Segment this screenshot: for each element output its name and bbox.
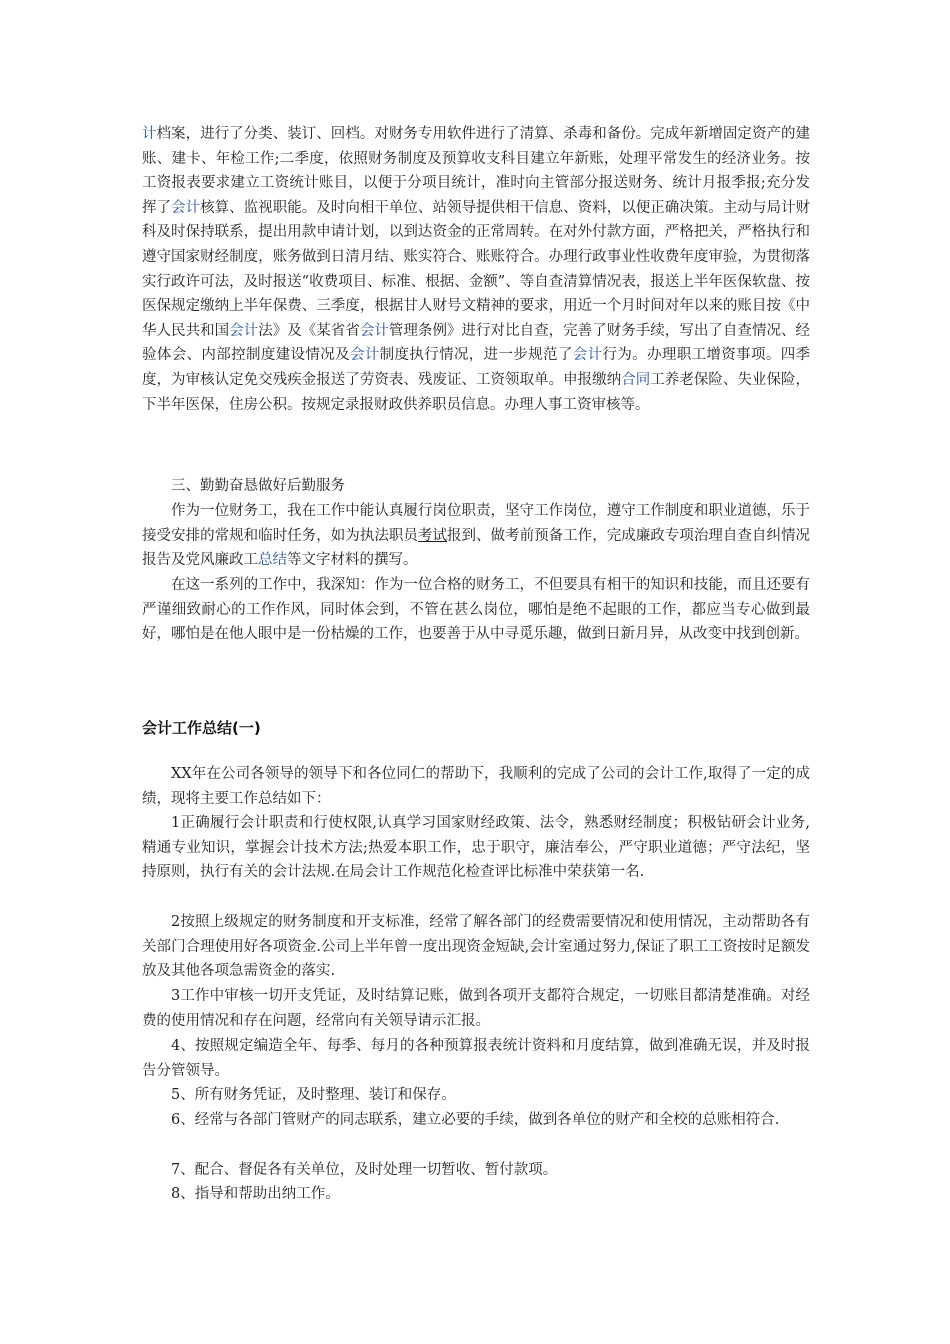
inline-link[interactable]: 会计 bbox=[171, 199, 201, 216]
text-run: 核算、监视职能。及时向相干单位、站领导提供相干信息、资料，以便正确决策。主动与局计财科及时保持联系，提出用款申请计划，以到达资金的正常周转。在对外付款方面，严格把关，严格执行和遵守国家财经制度，账务做到日清月结、账实符合、账账符合。办理行政事业性收费年度审验，为贯彻落实行政许可法，及时报送“收费项目、标准、根据、金额”、等自查清算情况表，报送上半年医保软盘、按医保规定缴纳上半年保费、三季度，根据甘人财号文精神的要求，用近一个月时间对年以来的账目按《中华人民共和国 bbox=[142, 199, 811, 339]
text-run: 行为。办理职工增资事项。四季度，为审核认定免交残疾金报送了劳资表、残废证、工资领取单。申报缴纳 bbox=[142, 347, 811, 388]
list-item-8: 8、指导和帮助出纳工作。 bbox=[171, 1186, 340, 1202]
inline-link[interactable]: 会计 bbox=[359, 322, 389, 339]
list-item-3: 3工作中审核一切开支凭证，及时结算记账，做到各项开支都符合规定，一切账目都清楚准确。对经费的使用情况和存在问题，经常向有关领导请示汇报。 bbox=[142, 988, 810, 1029]
inline-link[interactable]: 计 bbox=[142, 126, 157, 142]
text-run: 工养老保险、失业保险，下半年医保，住房公积。按规定录报财政供养职员信息。办理人事工资审核等。 bbox=[142, 371, 811, 413]
subheading-logistics-service: 三、勤勤奋恳做好后勤服务 bbox=[171, 478, 345, 494]
list-item-6: 6、经常与各部门管财产的同志联系，建立必要的手续，做到各单位的财产和全校的总账相符合. bbox=[171, 1112, 780, 1128]
paragraph-intro: XX年在公司各领导的领导下和各位同仁的帮助下，我顺利的完成了公司的会计工作,取得了一定的成绩，现将主要工作总结如下： bbox=[142, 766, 810, 807]
list-item-1: 1正确履行会计职责和行使权限,认真学习国家财经政策、法令，熟悉财经制度；积极钻研会计业务,精通专业知识，掌握会计技术方法;热爱本职工作，忠于职守，廉洁奉公，严守职业道德；严守法纪，坚持原则，执行有关的会计法规.在局会计工作规范化检查评比标准中荣获第一名. bbox=[142, 815, 810, 881]
text-run: 档案，进行了分类、装订、回档。对财务专用软件进行了清算、杀毒和备份。完成年新增固定资产的建账、建卡、年检工作;二季度，依照财务制度及预算收支科目建立年新账，处理平常发生的经济业务。按工资报表要求建立工资统计账目，以便于分项目统计，准时向主管部分报送财务、统计月报季报;充分发挥了 bbox=[142, 126, 811, 216]
list-item-4: 4、按照规定编造全年、每季、每月的各种预算报表统计资料和月度结算，做到准确无误，并及时报告分管领导。 bbox=[142, 1038, 810, 1079]
underlined-text: 考试 bbox=[417, 527, 447, 544]
paragraph-accounting-work bbox=[142, 122, 810, 417]
inline-link[interactable]: 会计 bbox=[572, 347, 603, 364]
inline-link[interactable]: 会计 bbox=[229, 322, 259, 339]
inline-link[interactable]: 合同 bbox=[621, 371, 651, 388]
text-run: 制度执行情况，进一步规范了 bbox=[379, 347, 573, 364]
paragraph-reflection: 在这一系列的工作中，我深知：作为一位合格的财务工，不但要具有相干的知识和技能，而且还要有严谨细致耐心的工作作风，同时体会到，不管在甚么岗位，哪怕是绝不起眼的工作，都应当专心做到最好，哪怕是在他人眼中是一份枯燥的工作，也要善于从中寻觅乐趣，做到日新月异，从改变中找到创新。 bbox=[142, 577, 810, 643]
list-item-7: 7、配合、督促各有关单位，及时处理一切暂收、暂付款项。 bbox=[171, 1162, 558, 1178]
text-run: 报到、做考前预备工作，完成廉政专项治理自查自纠情况报告及党风廉政工 bbox=[142, 527, 810, 569]
inline-link[interactable]: 会计 bbox=[349, 347, 380, 364]
text-run: 等文字材料的撰写。 bbox=[287, 552, 418, 569]
list-item-5: 5、所有财务凭证，及时整理、装订和保存。 bbox=[171, 1087, 456, 1103]
text-run: 作为一位财务工，我在工作中能认真履行岗位职责，坚守工作岗位，遵守工作制度和职业道德，乐于接受安排的常规和临时任务，如为执法职员 bbox=[142, 503, 810, 544]
paragraph-duty bbox=[142, 499, 810, 573]
section-title: 会计工作总结(一) bbox=[142, 719, 261, 737]
text-run: 法》及《某省省 bbox=[258, 322, 360, 339]
list-item-2: 2按照上级规定的财务制度和开支标准，经常了解各部门的经费需要情况和使用情况，主动帮助各有关部门合理使用好各项资金.公司上半年曾一度出现资金短缺,会计室通过努力,保证了职工工资按时足额发放及其他各项急需资金的落实. bbox=[142, 914, 810, 980]
text-run: 管理条例》进行对比自查，完善了财务手续，写出了自查情况、经验体会、内部控制度建设情况及 bbox=[142, 322, 811, 364]
inline-link[interactable]: 总结 bbox=[258, 552, 287, 569]
